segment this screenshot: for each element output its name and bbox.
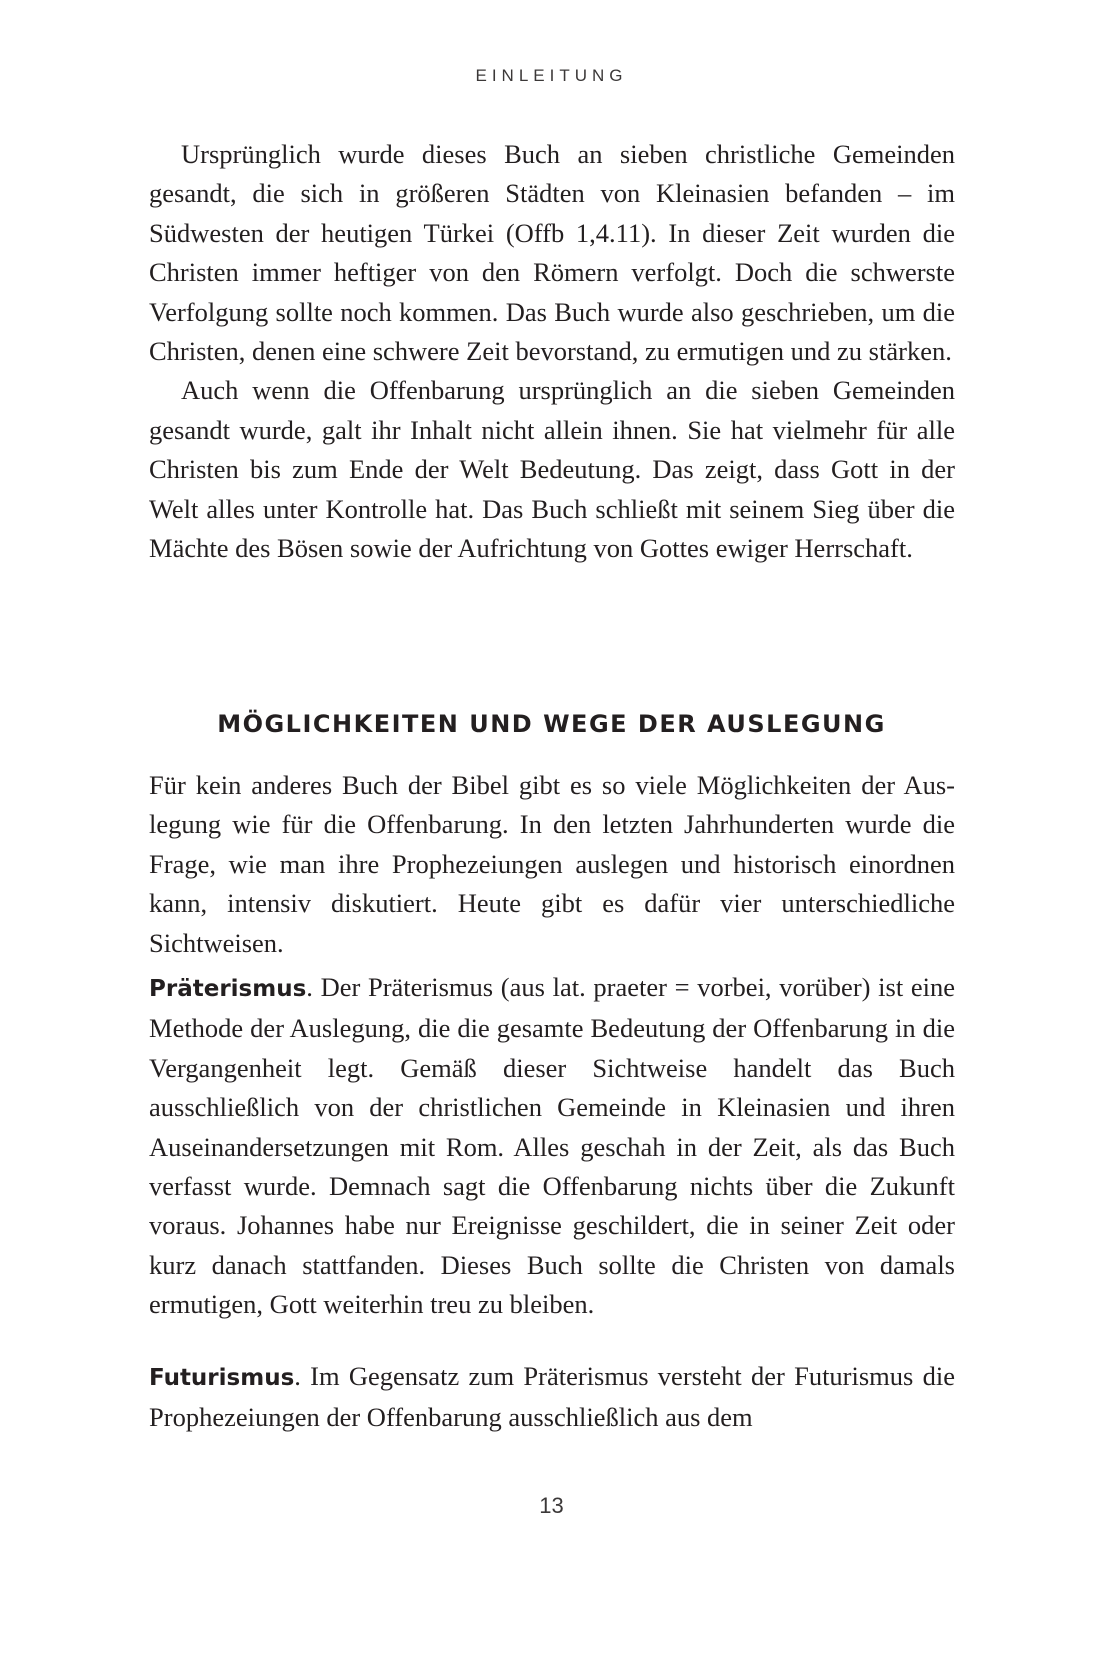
praeterismus-paragraph [149, 968, 955, 1325]
futurismus-text: . Im Gegensatz zum Präterismus versteht der Futurismus die Prophezeiungen der Offenbarung ausschließlich aus dem [149, 1361, 955, 1433]
section-intro-paragraph: Für kein anderes Buch der Bibel gibt es so viele Möglichkeiten der Auslegung wie für die Offenbarung. In den letzten Jahrhunderten wurde die Frage, wie man ihre Prophezeiungen auslegen und historisch einordnen kann, intensiv diskutiert. Heute gibt es dafür vier unterschiedliche Sichtweisen. [149, 770, 955, 958]
futurismus-term: Futurismus [149, 1365, 295, 1391]
running-head: EINLEITUNG [475, 66, 628, 85]
intro-paragraph-1: Ursprünglich wurde dieses Buch an sieben christliche Gemeinden gesandt, die sich in größeren Städten von Kleinasien befanden – im Südwesten der heutigen Türkei (Offb 1,4.11). In dieser Zeit wurden die Christen immer heftiger von den Römern verfolgt. Doch die schwerste Verfolgung sollte noch kommen. Das Buch wurde also geschrieben, um die Christen, denen eine schwere Zeit bevorstand, zu ermutigen und zu stärken. [149, 139, 955, 367]
section-intro [149, 766, 955, 963]
futurismus-paragraph [149, 1357, 955, 1438]
intro-text [149, 135, 955, 568]
futurismus-block [149, 1357, 955, 1438]
section-heading: MÖGLICHKEITEN UND WEGE DER AUSLEGUNG [217, 710, 886, 738]
praeterismus-block [149, 968, 955, 1325]
praeterismus-text: . Der Präterismus (aus lat. praeter = vorbei, vorüber) ist eine Methode der Auslegung, die die gesamte Bedeutung der Offenbarung in die Vergangenheit legt. Gemäß dieser Sichtweise handelt das Buch ausschließlich von der christlichen Gemeinde in Kleinasien und ihren Auseinandersetzungen mit Rom. Alles geschah in der Zeit, als das Buch verfasst wurde. Demnach sagt die Offenbarung nichts über die Zukunft voraus. Johannes habe nur Ereignisse geschildert, die in seiner Zeit oder kurz danach stattfanden. Dieses Buch sollte die Christen von damals ermutigen, Gott weiterhin treu zu bleiben. [149, 972, 955, 1320]
praeterismus-term: Präterismus [149, 976, 307, 1002]
page-number: 13 [539, 1493, 564, 1518]
intro-paragraph-2: Auch wenn die Offenbarung ursprünglich an die sieben Gemeinden gesandt wurde, galt ihr Inhalt nicht allein ihnen. Sie hat vielmehr für alle Christen bis zum Ende der Welt Bedeutung. Das zeigt, dass Gott in der Welt alles unter Kontrolle hat. Das Buch schließt mit seinem Sieg über die Mächte des Bösen sowie der Aufrichtung von Gottes ewiger Herrschaft. [149, 375, 955, 564]
